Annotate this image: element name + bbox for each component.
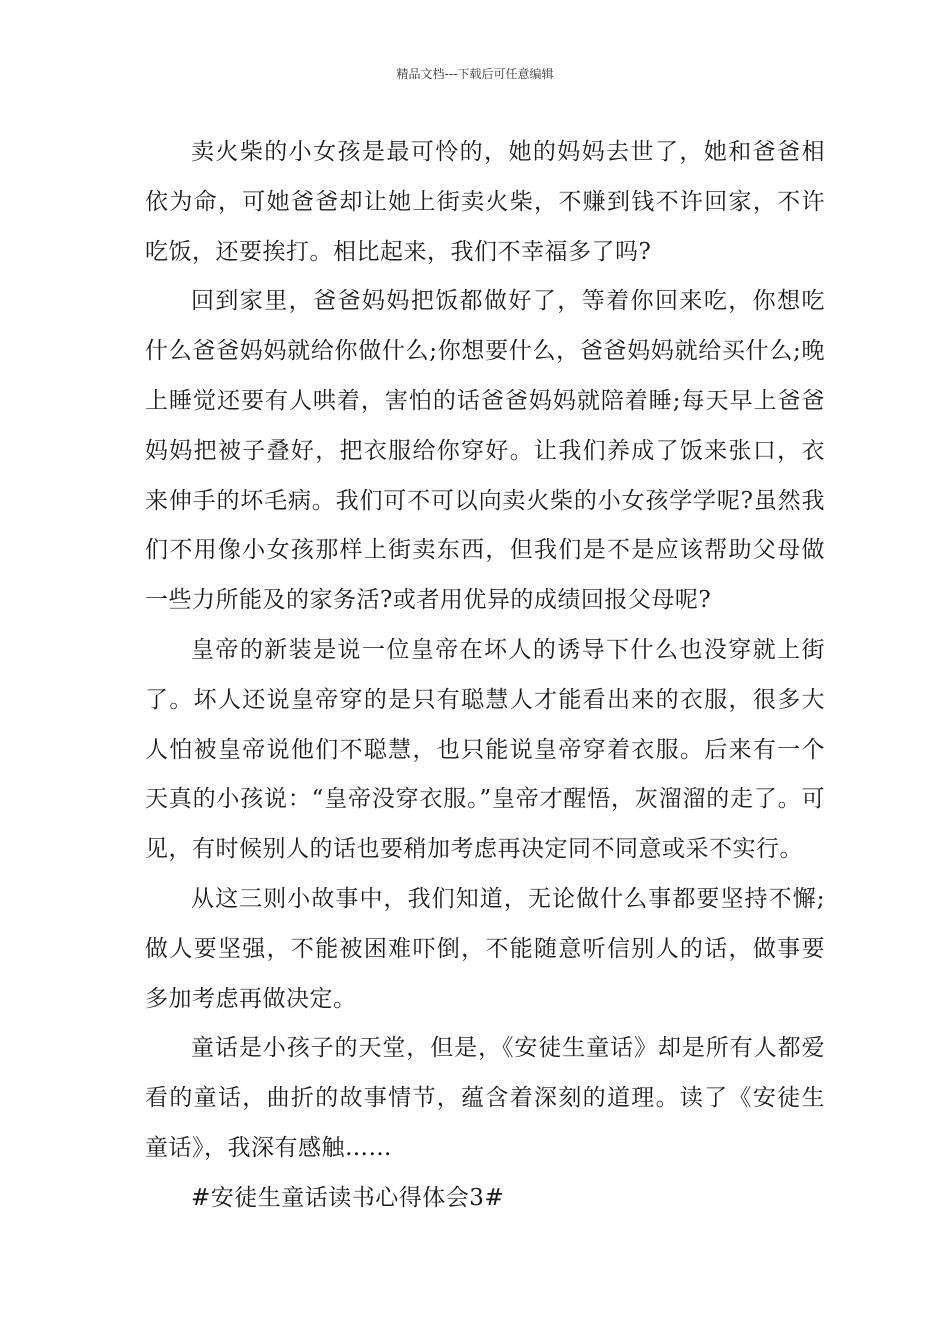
page-header: 精品文档---下载后可任意编辑 (396, 67, 554, 81)
paragraph-4: 从这三则小故事中，我们知道，无论做什么事都要坚持不懈;做人要坚强，不能被困难吓倒，不能随意听信别人的话，做事要多加考虑再做决定。 (145, 885, 825, 1012)
paragraph-2: 回到家里，爸爸妈妈把饭都做好了，等着你回来吃，你想吃什么爸爸妈妈就给你做什么;你想要什么，爸爸妈妈就给买什么;晚上睡觉还要有人哄着，害怕的话爸爸妈妈就陪着睡;每天早上爸爸妈妈把被子叠好，把衣服给你穿好。让我们养成了饭来张口，衣来伸手的坏毛病。我们可不可以向卖火柴的小女孩学学呢?虽然我们不用像小女孩那样上街卖东西，但我们是不是应该帮助父母做一些力所能及的家务活?或者用优异的成绩回报父母呢? (145, 288, 825, 614)
paragraph-1: 卖火柴的小女孩是最可怜的，她的妈妈去世了，她和爸爸相依为命，可她爸爸却让她上街卖火柴，不赚到钱不许回家，不许吃饭，还要挨打。相比起来，我们不幸福多了吗? (145, 139, 825, 265)
paragraph-5: 童话是小孩子的天堂，但是，《安徒生童话》却是所有人都爱看的童话，曲折的故事情节，蕴含着深刻的道理。读了《安徒生童话》，我深有感触…… (145, 1035, 825, 1161)
section-heading: #安徒生童话读书心得体会3# (191, 1184, 505, 1211)
paragraph-3: 皇帝的新装是说一位皇帝在坏人的诱导下什么也没穿就上街了。坏人还说皇帝穿的是只有聪慧人才能看出来的衣服，很多大人怕被皇帝说他们不聪慧，也只能说皇帝穿着衣服。后来有一个天真的小孩说：“皇帝没穿衣服。”皇帝才醒悟，灰溜溜的走了。可见，有时候别人的话也要稍加考虑再决定同不同意或采不实行。 (145, 636, 825, 863)
document-body (145, 128, 825, 1224)
